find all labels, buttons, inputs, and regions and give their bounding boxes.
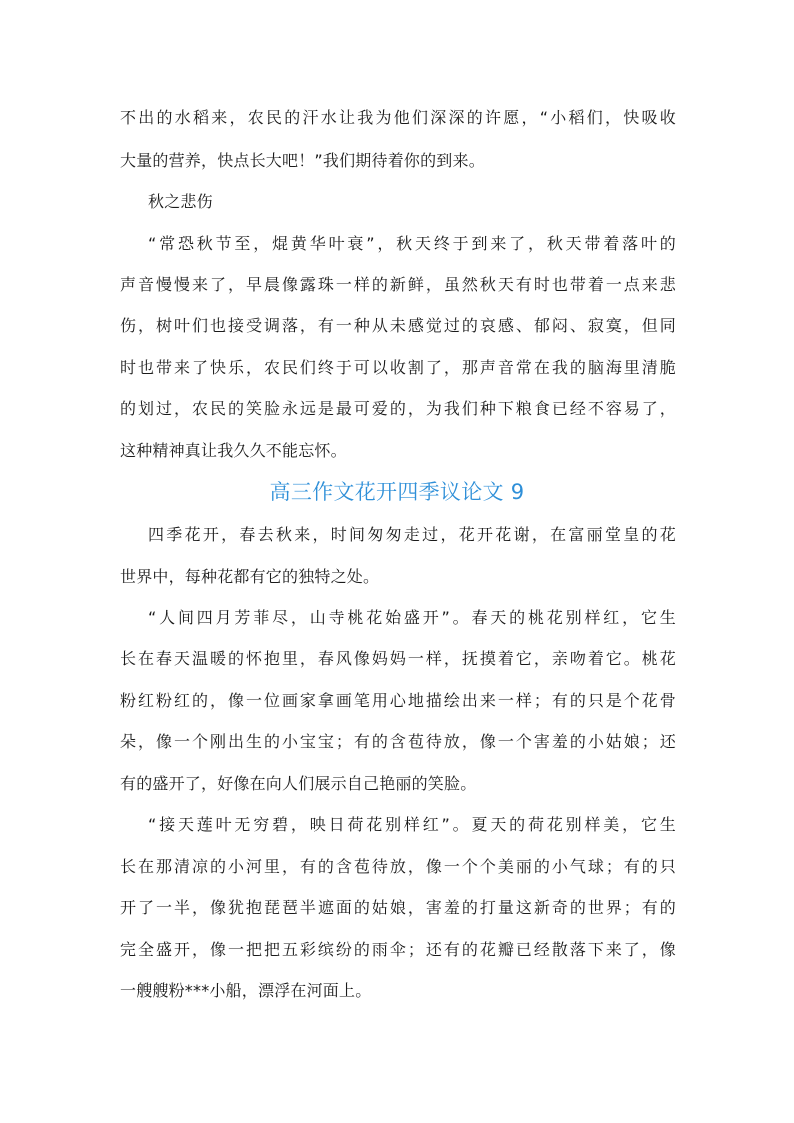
para3-line-3: 开了一半，像犹抱琵琶半遮面的姑娘，害羞的打量这新奇的世界；有的 (120, 898, 676, 917)
intro-line-2: 大量的营养，快点长大吧！”我们期待着你的到来。 (120, 151, 485, 170)
para2-line-2: 长在春天温暖的怀抱里，春风像妈妈一样，抚摸着它，亲吻着它。桃花 (120, 649, 676, 668)
essay-title: 高三作文花开四季议论文 9 (269, 480, 525, 504)
autumn-line-1: “常恐秋节至，焜黄华叶衰”，秋天终于到来了，秋天带着落叶的 (148, 234, 676, 253)
section-subtitle: 秋之悲伤 (148, 192, 213, 211)
autumn-line-5: 的划过，农民的笑脸永远是最可爱的，为我们种下粮食已经不容易了， (120, 399, 676, 418)
para1-line-1: 四季花开，春去秋来，时间匆匆走过，花开花谢，在富丽堂皇的花 (148, 525, 676, 544)
para1-line-2: 世界中，每种花都有它的独特之处。 (120, 567, 380, 586)
autumn-line-3: 伤，树叶们也接受调落，有一种从未感觉过的哀感、郁闷、寂寞，但同 (120, 316, 676, 335)
para3-line-5: 一艘艘粉***小船，漂浮在河面上。 (120, 981, 372, 1000)
autumn-line-2: 声音慢慢来了，早晨像露珠一样的新鲜，虽然秋天有时也带着一点来悲 (120, 275, 676, 294)
para3-line-2: 长在那清凉的小河里，有的含苞待放，像一个个美丽的小气球；有的只 (120, 857, 676, 876)
para2-line-5: 有的盛开了，好像在向人们展示自己艳丽的笑脸。 (120, 774, 477, 793)
para2-line-3: 粉红粉红的，像一位画家拿画笔用心地描绘出来一样；有的只是个花骨 (120, 691, 676, 710)
intro-line-1: 不出的水稻来，农民的汗水让我为他们深深的许愿，“小稻们，快吸收 (120, 108, 676, 127)
para2-line-1: “人间四月芳菲尽，山寺桃花始盛开”。春天的桃花别样红，它生 (148, 608, 676, 627)
para2-line-4: 朵，像一个刚出生的小宝宝；有的含苞待放，像一个害羞的小姑娘；还 (120, 732, 676, 751)
autumn-line-4: 时也带来了快乐，农民们终于可以收割了，那声音常在我的脑海里清脆 (120, 358, 676, 377)
autumn-line-6: 这种精神真让我久久不能忘怀。 (120, 441, 347, 460)
para3-line-4: 完全盛开，像一把把五彩缤纷的雨伞；还有的花瓣已经散落下来了，像 (120, 940, 676, 959)
para3-line-1: “接天莲叶无穷碧，映日荷花别样红”。夏天的荷花别样美，它生 (148, 815, 676, 834)
